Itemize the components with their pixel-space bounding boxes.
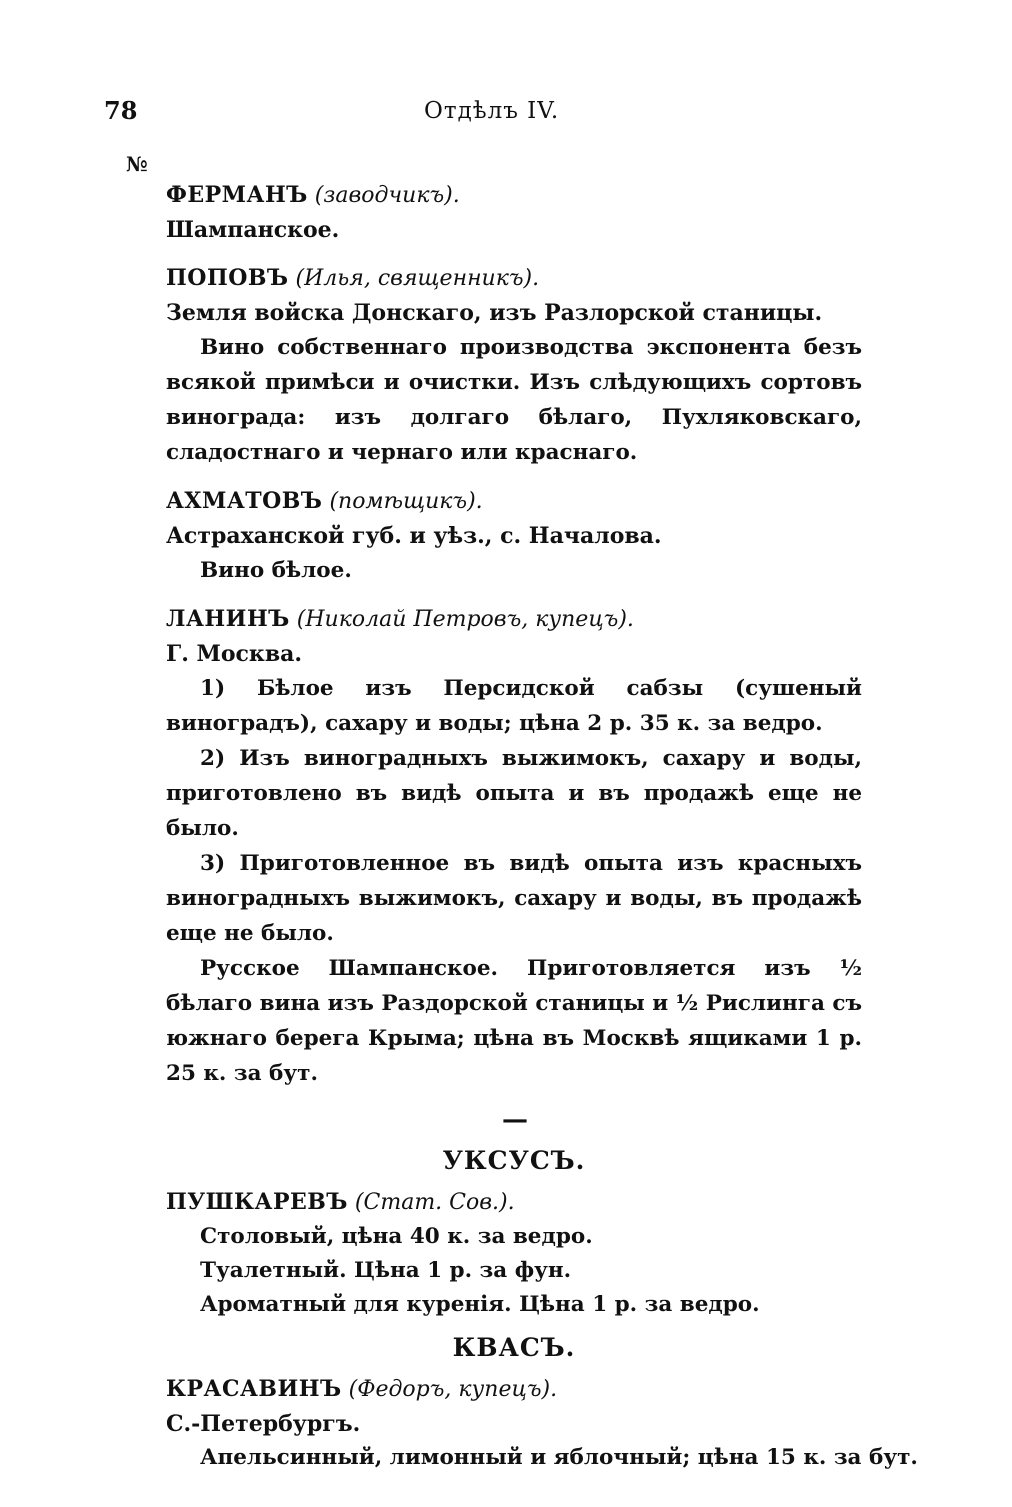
exhibitor-name: ФЕРМАНЪ <box>166 182 308 208</box>
exhibitor-heading <box>166 178 862 213</box>
exhibitor-description: (Николай Петровъ, купецъ). <box>296 607 634 632</box>
exhibitor-heading <box>166 484 862 519</box>
exhibitor-entry <box>166 1185 862 1322</box>
product-item: Столовый, цѣна 40 к. за ведро. <box>200 1224 593 1249</box>
exhibitor-description: (помѣщикъ). <box>329 489 483 514</box>
exhibitor-location: Астраханской губ. и уѣз., с. Началова. <box>166 523 662 549</box>
exhibitor-name: ПУШКАРЕВЪ <box>166 1189 348 1215</box>
page-number: 78 <box>104 96 138 125</box>
exhibitor-name: ЛАНИНЪ <box>166 606 290 632</box>
exhibitor-name: АХМАТОВЪ <box>166 488 323 514</box>
product-item: Ароматный для куренія. Цѣна 1 р. за ведро. <box>200 1292 760 1317</box>
exhibitor-heading <box>166 602 862 637</box>
exhibitor-name: КРАСАВИНЪ <box>166 1376 342 1402</box>
section-title-kvass: КВАСЪ. <box>452 1333 576 1362</box>
exhibitor-entry <box>166 602 862 1091</box>
product-description: Вино собственнаго производства экспонента безъ всякой примѣси и очистки. Изъ слѣдующихъ сортовъ винограда: изъ долгаго бѣлаго, Пухляковскаго, сладостнаго и чернаго или краснаго. <box>166 335 862 465</box>
exhibitor-heading <box>166 1372 862 1407</box>
product-description: Русское Шампанское. Приготовляется изъ ½ бѣлаго вина изъ Раздорской станицы и ½ Рислинга съ южнаго берега Крыма; цѣна въ Москвѣ ящиками 1 р. 25 к. за бут. <box>166 956 862 1086</box>
product-item: Апельсинный, лимонный и яблочный; цѣна 15 к. за бут. <box>200 1445 918 1470</box>
exhibitor-heading <box>166 261 862 296</box>
section-divider: — <box>502 1105 526 1135</box>
product-description: 1) Бѣлое изъ Персидской сабзы (сушеный виноградъ), сахару и воды; цѣна 2 р. 35 к. за ведро. <box>166 676 862 736</box>
page-body <box>166 178 918 1489</box>
section-title-vinegar: УКСУСЪ. <box>442 1146 586 1175</box>
exhibitor-location: С.-Петербургъ. <box>166 1411 361 1437</box>
exhibitor-name: ПОПОВЪ <box>166 265 289 291</box>
product-item: Туалетный. Цѣна 1 р. за фун. <box>200 1258 572 1283</box>
exhibitor-description: (заводчикъ). <box>314 183 460 208</box>
number-column-sign: № <box>126 152 148 176</box>
exhibitor-entry <box>166 261 862 470</box>
exhibitor-location: Земля войска Донскаго, изъ Разлорской станицы. <box>166 300 823 326</box>
exhibitor-description: (Федоръ, купецъ). <box>348 1377 558 1402</box>
exhibitor-heading <box>166 1185 862 1220</box>
exhibitor-location: Шампанское. <box>166 217 340 243</box>
exhibitor-entry <box>166 484 862 588</box>
running-head: Отдѣлъ IV. <box>424 98 560 124</box>
exhibitor-entry <box>166 1372 918 1475</box>
exhibitor-description: (Илья, священникъ). <box>295 266 540 291</box>
product-description: 3) Приготовленное въ видѣ опыта изъ красныхъ виноградныхъ выжимокъ, сахару и воды, въ продажѣ еще не было. <box>166 851 862 946</box>
exhibitor-entry <box>166 178 862 247</box>
exhibitor-description: (Стат. Сов.). <box>354 1190 515 1215</box>
exhibitor-location: Г. Москва. <box>166 641 303 667</box>
product-description: 2) Изъ виноградныхъ выжимокъ, сахару и воды, приготовлено въ видѣ опыта и въ продажѣ еще не было. <box>166 746 862 841</box>
product-description: Вино бѣлое. <box>200 558 352 583</box>
